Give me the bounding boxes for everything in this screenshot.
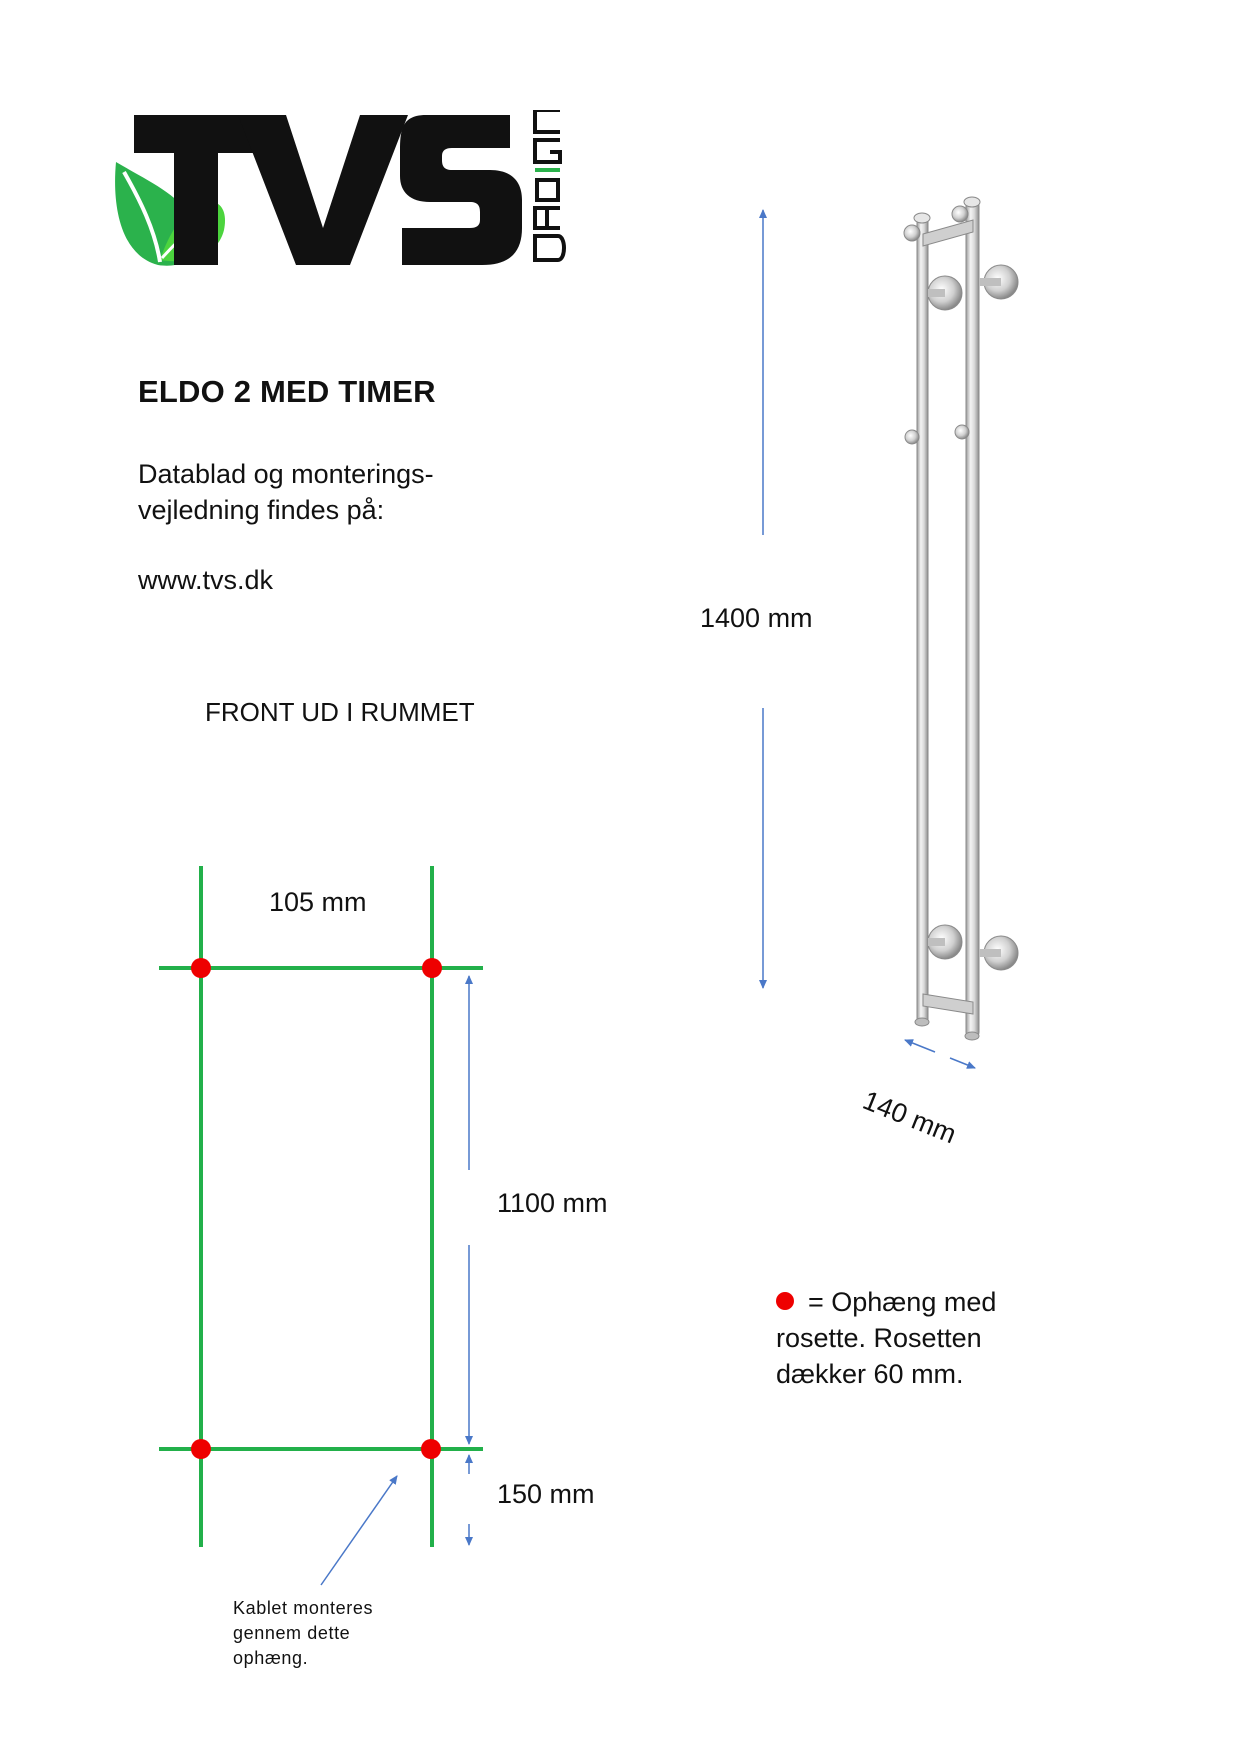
info-line-2: vejledning findes på: (138, 495, 385, 525)
legend-line-1: = Ophæng med (808, 1287, 997, 1317)
product-title: ELDO 2 MED TIMER (138, 374, 436, 409)
front-label: FRONT UD I RUMMET (205, 697, 475, 727)
cable-note (233, 1596, 373, 1671)
legend-line-2: rosette. Rosetten (776, 1323, 982, 1353)
website-link[interactable]: www.tvs.dk (138, 565, 274, 595)
depth-arrow-right (950, 1058, 975, 1068)
mount-point-bottom-left (191, 1439, 211, 1459)
cable-note-line-2: gennem dette (233, 1623, 351, 1643)
height-dimension-label: 1400 mm (700, 603, 813, 633)
cable-note-line-3: ophæng. (233, 1648, 309, 1668)
legend-line-3: dækker 60 mm. (776, 1359, 964, 1389)
depth-dimension-label: 140 mm (858, 1085, 961, 1150)
info-line-1: Datablad og monterings- (138, 459, 434, 489)
bottom-dimension-label: 150 mm (497, 1479, 595, 1509)
mount-points (191, 958, 442, 1459)
depth-arrow-left (905, 1040, 935, 1052)
legend (776, 1284, 996, 1392)
mount-point-top-right (422, 958, 442, 978)
cable-note-line-1: Kablet monteres (233, 1598, 374, 1618)
mount-point-bottom-right (421, 1439, 441, 1459)
mount-point-top-left (191, 958, 211, 978)
towel-rail-image (904, 197, 1018, 1040)
width-dimension-label: 105 mm (269, 887, 367, 917)
vertical-dimension-label: 1100 mm (497, 1188, 608, 1218)
cable-pointer-arrow (321, 1476, 397, 1585)
legend-red-dot-icon (776, 1292, 794, 1310)
